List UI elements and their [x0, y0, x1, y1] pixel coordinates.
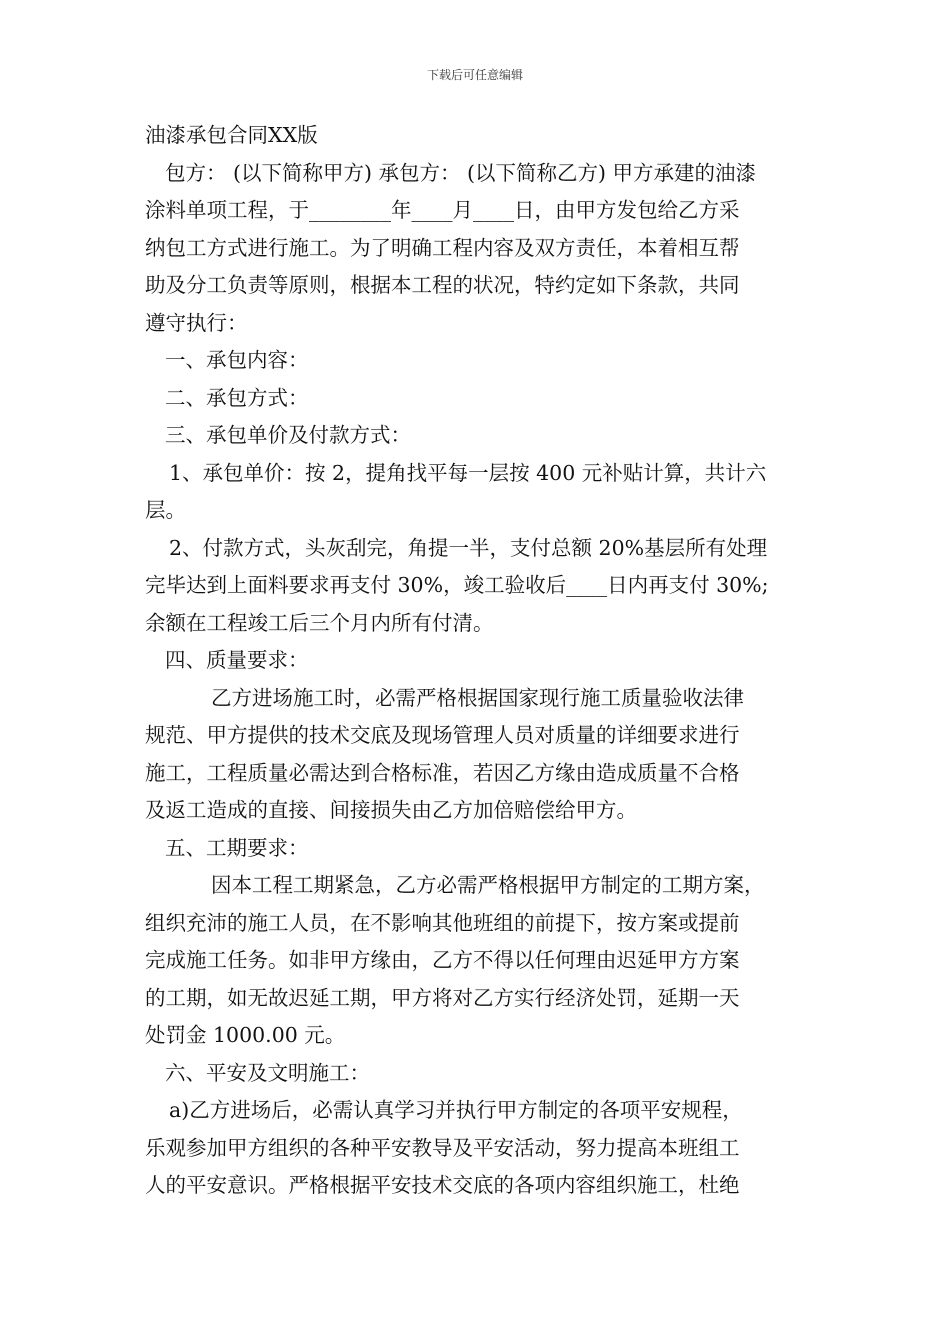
section-heading: 三、承包单价及付款方式： [165, 423, 411, 447]
paragraph-line: 组织充沛的施工人员，在不影响其他班组的前提下，按方案或提前 [145, 910, 740, 935]
paragraph-line: 包方： (以下简称甲方) 承包方： (以下简称乙方) 甲方承建的油漆 [165, 160, 757, 185]
paragraph-line: 及返工造成的直接、间接损失由乙方加倍赔偿给甲方。 [145, 798, 637, 822]
paragraph-line: 乐观参加甲方组织的各种平安教导及平安活动，努力提高本班组工 [145, 1135, 740, 1160]
section-heading: 六、平安及文明施工： [165, 1060, 370, 1085]
paragraph-line: 层。 [145, 498, 186, 522]
paragraph-line: 因本工程工期紧急，乙方必需严格根据甲方制定的工期方案， [211, 873, 765, 897]
paragraph-line: 涂料单项工程，于________年____月____日，由甲方发包给乙方采 [145, 198, 740, 222]
section-heading: 四、质量要求： [165, 648, 309, 672]
paragraph-line: a)乙方进场后，必需认真学习并执行甲方制定的各项平安规程， [169, 1098, 743, 1122]
paragraph-line: 处罚金 1000.00 元。 [145, 1023, 346, 1047]
paragraph-line: 施工，工程质量必需达到合格标准，若因乙方缘由造成质量不合格 [145, 760, 740, 785]
paragraph-line: 完毕达到上面料要求再支付 30%，竣工验收后____日内再支付 30%; [145, 573, 769, 597]
paragraph-line: 余额在工程竣工后三个月内所有付清。 [145, 610, 494, 635]
paragraph-line: 2、付款方式，头灰刮完，角提一半，支付总额 20%基层所有处理 [169, 535, 768, 560]
paragraph-line: 1、承包单价：按 2，提角找平每一层按 400 元补贴计算，共计六 [169, 460, 767, 485]
section-heading: 五、工期要求： [165, 835, 309, 860]
paragraph-line: 人的平安意识。严格根据平安技术交底的各项内容组织施工，杜绝 [145, 1173, 740, 1197]
paragraph-line: 规范、甲方提供的技术交底及现场管理人员对质量的详细要求进行 [145, 723, 740, 747]
paragraph-line: 纳包工方式进行施工。为了明确工程内容及双方责任，本着相互帮 [145, 235, 740, 260]
paragraph-line: 乙方进场施工时，必需严格根据国家现行施工质量验收法律 [211, 685, 744, 710]
paragraph-line: 遵守执行： [145, 310, 248, 335]
section-heading: 一、承包内容： [165, 348, 309, 372]
document-body [145, 117, 813, 1205]
page-header-note: 下载后可任意编辑 [426, 68, 523, 82]
paragraph-line: 的工期，如无故迟延工期，甲方将对乙方实行经济处罚，延期一天 [145, 985, 740, 1010]
document-title: 油漆承包合同XX版 [145, 123, 318, 147]
paragraph-line: 完成施工任务。如非甲方缘由，乙方不得以任何理由迟延甲方方案 [145, 948, 740, 972]
paragraph-line: 助及分工负责等原则，根据本工程的状况，特约定如下条款，共同 [145, 273, 740, 297]
section-heading: 二、承包方式： [165, 385, 309, 410]
